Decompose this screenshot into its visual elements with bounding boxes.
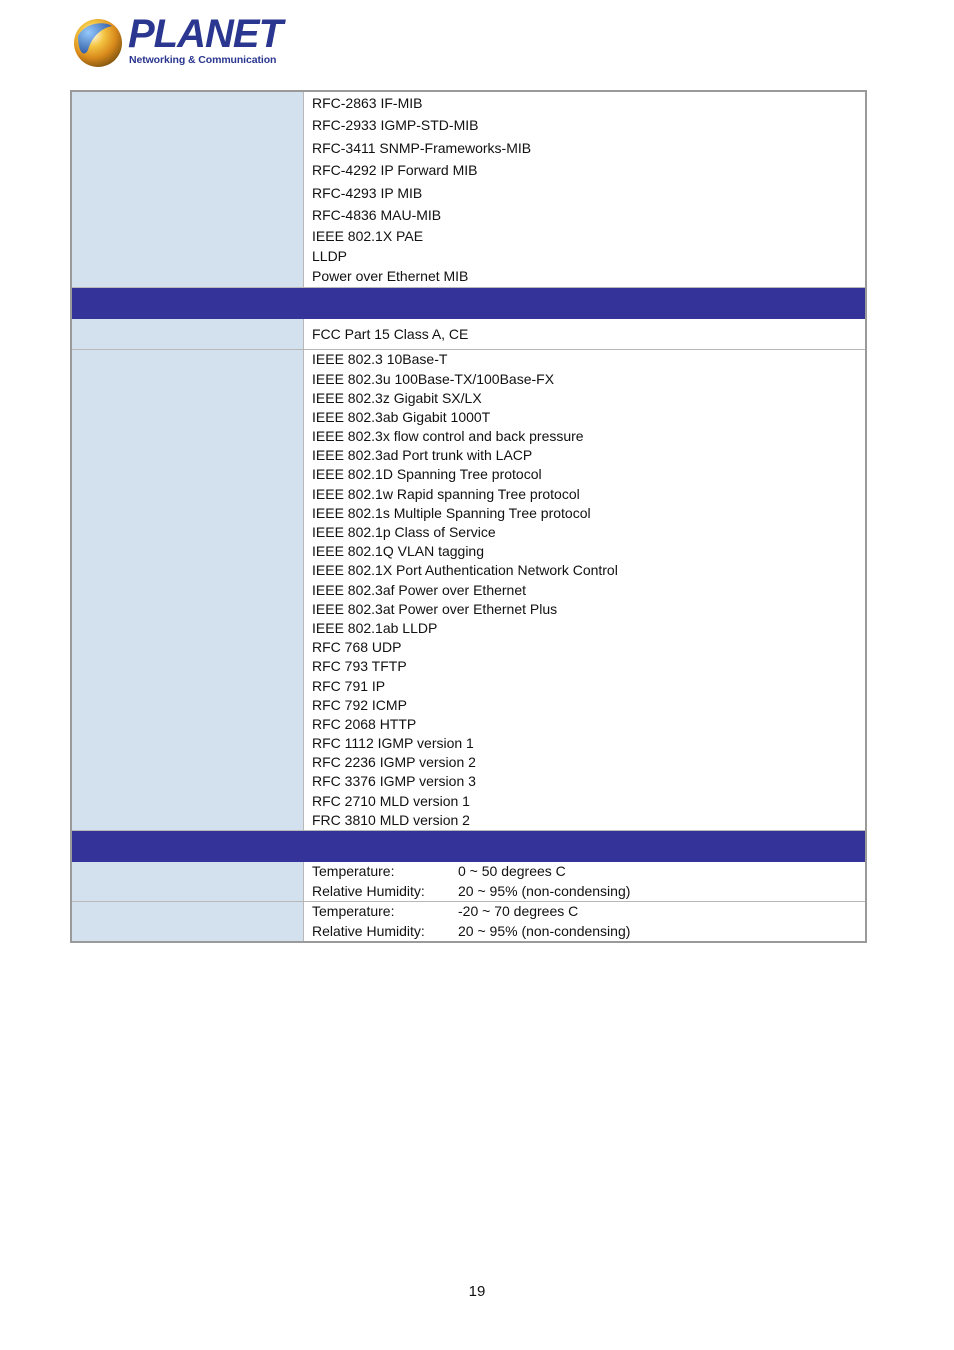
list-item: RFC-4836 MAU-MIB: [312, 206, 442, 223]
list-item: IEEE 802.3ad Port trunk with LACP: [312, 447, 533, 464]
table-row: [71, 350, 866, 831]
list-item: IEEE 802.1X PAE: [312, 228, 424, 245]
list-item: IEEE 802.3 10Base-T: [312, 351, 448, 368]
humidity-line: [312, 922, 865, 942]
list-item: IEEE 802.1s Multiple Spanning Tree protocol: [312, 504, 591, 521]
list-item: RFC-2863 IF-MIB: [312, 95, 423, 111]
mib-list-cell: [304, 91, 867, 288]
table-row: [71, 862, 866, 902]
section-header-bar: [71, 831, 866, 862]
temperature-value: 0 ~ 50 degrees C: [458, 863, 566, 880]
humidity-value: 20 ~ 95% (non-condensing): [458, 922, 631, 939]
planet-logo: [72, 12, 282, 70]
list-item: IEEE 802.3z Gigabit SX/LX: [312, 389, 482, 406]
globe-icon: [72, 16, 124, 68]
row-label-cell: [71, 862, 304, 902]
page-number: 19: [468, 1283, 486, 1300]
table-row: [71, 319, 866, 350]
list-item: RFC 793 TFTP: [312, 658, 407, 675]
list-item: RFC 2236 IGMP version 2: [312, 754, 476, 771]
humidity-line: [312, 882, 865, 902]
list-item: Power over Ethernet MIB: [312, 268, 469, 285]
list-item: IEEE 802.3x flow control and back pressure: [312, 428, 584, 445]
row-label-cell: [71, 902, 304, 943]
list-item: RFC 3376 IGMP version 3: [312, 773, 476, 790]
list-item: RFC 2710 MLD version 1: [312, 792, 470, 809]
table-row: [71, 902, 866, 943]
operating-environment-cell: [304, 862, 867, 902]
storage-environment-cell: [304, 902, 867, 943]
humidity-label: Relative Humidity:: [312, 882, 425, 899]
specifications-table: [70, 90, 867, 943]
list-item: RFC-4293 IP MIB: [312, 184, 423, 201]
section-header-bar: [71, 288, 866, 319]
row-label-cell: [71, 91, 304, 288]
list-item: IEEE 802.3u 100Base-TX/100Base-FX: [312, 370, 555, 387]
list-item: IEEE 802.3at Power over Ethernet Plus: [312, 600, 558, 617]
list-item: IEEE 802.3ab Gigabit 1000T: [312, 408, 491, 425]
list-item: IEEE 802.1ab LLDP: [312, 619, 438, 636]
list-item: RFC 792 ICMP: [312, 696, 407, 713]
row-label-cell: [71, 350, 304, 831]
list-item: IEEE 802.1X Port Authentication Network Control: [312, 562, 618, 579]
temperature-label: Temperature:: [312, 863, 395, 880]
list-item: RFC-3411 SNMP-Frameworks-MIB: [312, 139, 532, 156]
list-item: RFC 1112 IGMP version 1: [312, 735, 474, 752]
brand-name: PLANET: [128, 12, 282, 56]
list-item: IEEE 802.1w Rapid spanning Tree protocol: [312, 485, 580, 502]
temperature-line: [312, 902, 865, 922]
humidity-label: Relative Humidity:: [312, 922, 425, 939]
list-item: IEEE 802.1p Class of Service: [312, 524, 496, 541]
brand-tagline: Networking & Communication: [129, 54, 277, 66]
list-item: LLDP: [312, 248, 348, 265]
list-item: FRC 3810 MLD version 2: [312, 811, 470, 828]
section-header-row: [71, 288, 866, 319]
list-item: IEEE 802.1D Spanning Tree protocol: [312, 466, 542, 483]
temperature-line: [312, 862, 865, 882]
list-item: RFC 2068 HTTP: [312, 715, 417, 732]
standards-cell: [304, 350, 867, 831]
list-item: RFC 768 UDP: [312, 639, 402, 656]
list-item: IEEE 802.1Q VLAN tagging: [312, 543, 484, 560]
temperature-label: Temperature:: [312, 903, 395, 920]
row-label-cell: [71, 319, 304, 350]
list-item: RFC 791 IP: [312, 677, 386, 694]
temperature-value: -20 ~ 70 degrees C: [458, 903, 579, 920]
section-header-row: [71, 831, 866, 862]
list-item: IEEE 802.3af Power over Ethernet: [312, 581, 527, 598]
emc-safety-value: FCC Part 15 Class A, CE: [304, 319, 867, 350]
table-row: [71, 91, 866, 288]
list-item: RFC-2933 IGMP-STD-MIB: [312, 117, 479, 134]
list-item: RFC-4292 IP Forward MIB: [312, 162, 478, 179]
humidity-value: 20 ~ 95% (non-condensing): [458, 882, 631, 899]
